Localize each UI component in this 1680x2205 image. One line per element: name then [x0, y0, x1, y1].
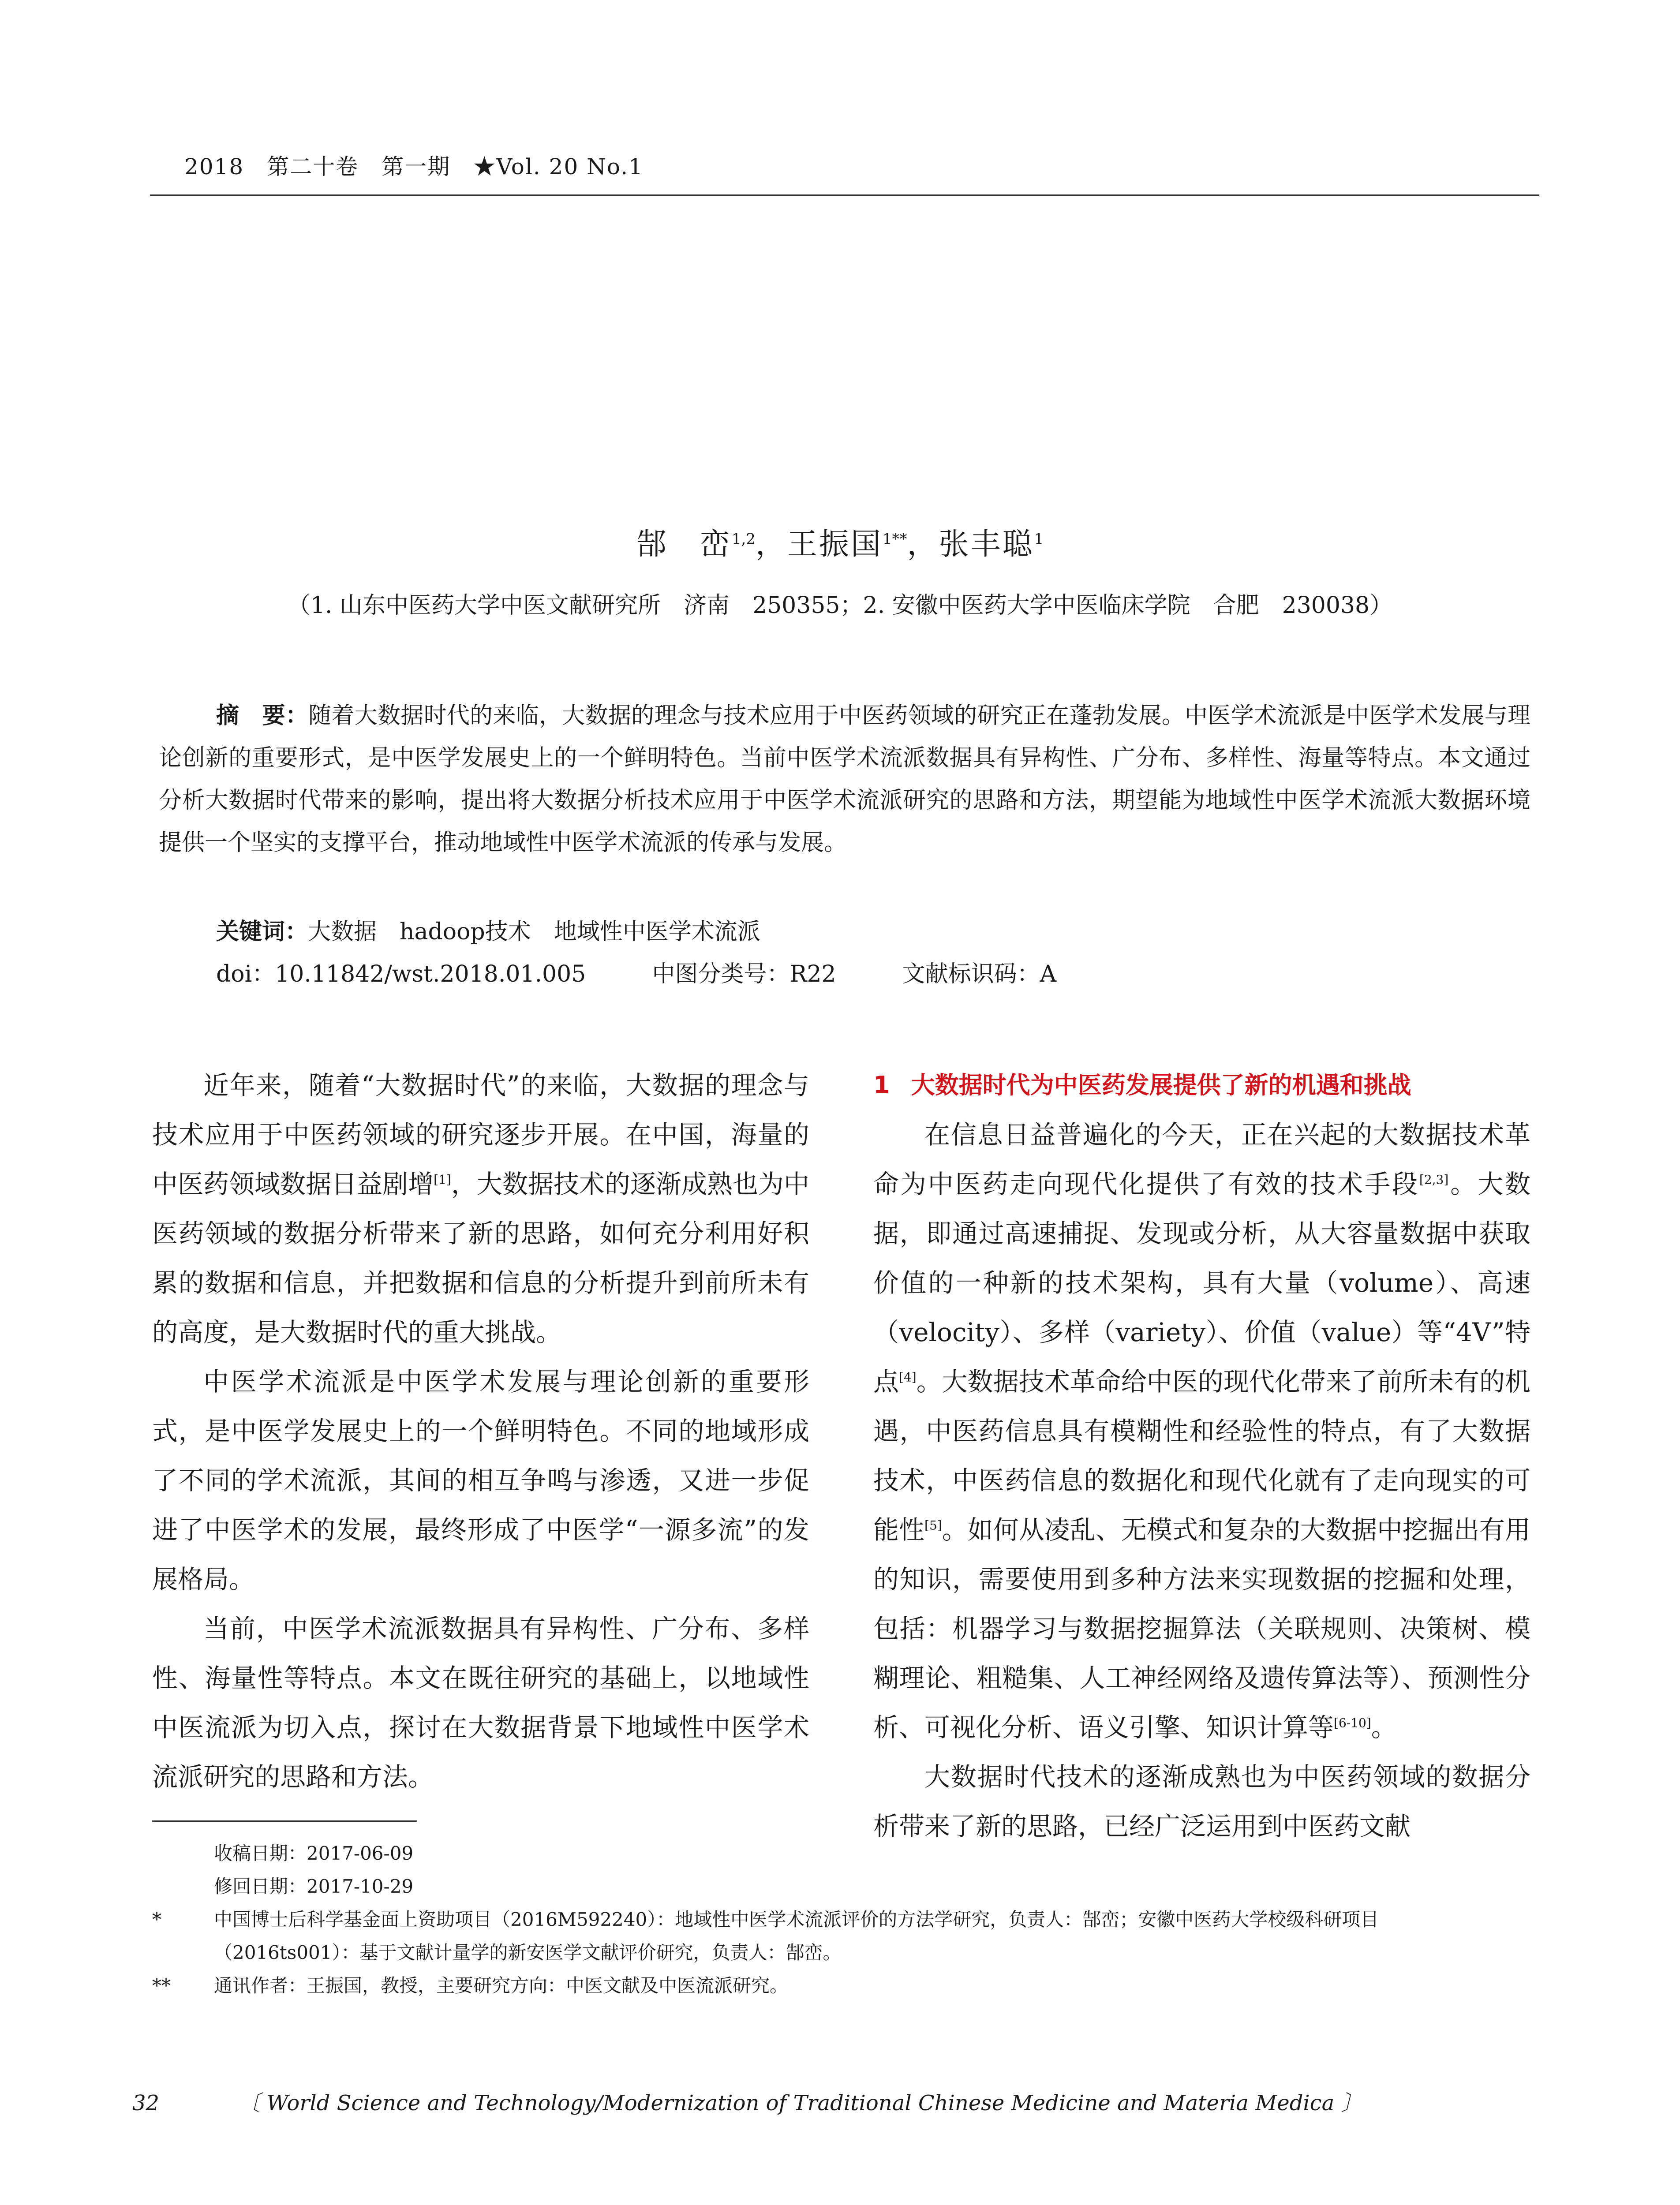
body-paragraph: 大数据时代技术的逐渐成熟也为中医药领域的数据分析带来了新的思路，已经广泛运用到中医药文献 [873, 1762, 1530, 1841]
abstract-block [159, 695, 1530, 864]
citation-ref[interactable]: [2,3] [1419, 1172, 1449, 1187]
author-name: 郜 峦 [636, 527, 732, 562]
paragraph-text: 。大数据，即通过高速捕捉、发现或分析，从大容量数据中获取价值的一种新的技术架构，具有大量（volume）、高速（velocity）、多样（variety）、价值（value）等“4V”特点 [873, 1169, 1530, 1397]
author-affil-mark: 1 [1034, 530, 1044, 548]
header-divider [150, 194, 1539, 196]
citation-ref[interactable]: [5] [924, 1518, 942, 1533]
received-date: 收稿日期：2017-06-09 [214, 1842, 414, 1864]
funding-text: 中国博士后科学基金面上资助项目（2016M592240）：地域性中医学术流派评价的方法学研究，负责人：郜峦；安徽中医药大学校级科研项目 [214, 1909, 1379, 1930]
keywords-line [216, 913, 760, 946]
abstract-text: 随着大数据时代的来临，大数据的理念与技术应用于中医药领域的研究正在蓬勃发展。中医学术流派是中医学术发展与理论创新的重要形式，是中医学发展史上的一个鲜明特色。当前中医学术流派数据具有异构性、广分布、多样性、海量等特点。本文通过分析大数据时代带来的影响，提出将大数据分析技术应用于中医学术流派研究的思路和方法，期望能为地域性中医学术流派大数据环境提供一个坚实的支撑平台，推动地域性中医学术流派的传承与发展。 [159, 703, 1530, 856]
doi: doi：10.11842/wst.2018.01.005 [216, 961, 586, 987]
paragraph-text: 。大数据技术革命给中医的现代化带来了前所未有的机遇，中医药信息具有模糊性和经验性的特点，有了大数据技术，中医药信息的数据化和现代化就有了走向现实的可能性 [873, 1367, 1530, 1545]
author-name: ，张丰聪 [907, 527, 1034, 562]
doi-line [216, 955, 1122, 988]
footnote-mark: * [152, 1909, 161, 1930]
paragraph-text: 在信息日益普遍化的今天，正在兴起的大数据技术革命为中医药走向现代化提供了有效的技术手段 [873, 1120, 1530, 1199]
author-line [0, 520, 1680, 563]
author-affil-mark: 1,2 [731, 530, 756, 548]
section-title: 大数据时代为中医药发展提供了新的机遇和挑战 [911, 1071, 1411, 1099]
section-heading [873, 1061, 1530, 1110]
body-paragraph: 中医学术流派是中医学术发展与理论创新的重要形式，是中医学发展史上的一个鲜明特色。不同的地域形成了不同的学术流派，其间的相互争鸣与渗透，又进一步促进了中医学术的发展，最终形成了中医学“一源多流”的发展格局。 [152, 1367, 809, 1594]
body-paragraph [873, 1110, 1530, 1752]
right-column [873, 1061, 1530, 1851]
funding-note-cont: （2016ts001）：基于文献计量学的新安医学文献评价研究，负责人：郜峦。 [214, 1942, 842, 1963]
paragraph-text: 。如何从凌乱、无模式和复杂的大数据中挖掘出有用的知识，需要使用到多种方法来实现数据的挖掘和处理，包括：机器学习与数据挖掘算法（关联规则、决策树、模糊理论、粗糙集、人工神经网络及遗传算法等）、预测性分析、可视化分析、语义引擎、知识计算等 [873, 1515, 1530, 1742]
running-head: 2018 第二十卷 第一期 ★Vol. 20 No.1 [184, 154, 644, 179]
body-paragraph: 当前，中医学术流派数据具有异构性、广分布、多样性、海量性等特点。本文在既往研究的基础上，以地域性中医流派为切入点，探讨在大数据背景下地域性中医学术流派研究的思路和方法。 [152, 1614, 809, 1792]
corresponding-text: 通讯作者：王振国，教授，主要研究方向：中医文献及中医流派研究。 [214, 1975, 789, 1996]
page-footer [132, 2086, 1362, 2116]
citation-ref[interactable]: [4] [899, 1370, 917, 1385]
abstract-label: 摘 要： [216, 703, 309, 729]
affiliation: （1. 山东中医药大学中医文献研究所 济南 250355；2. 安徽中医药大学中医临床学院 合肥 230038） [287, 592, 1393, 619]
paragraph-text: 。 [1371, 1712, 1397, 1742]
page-number: 32 [132, 2091, 160, 2115]
journal-name: 〔 World Science and Technology/Modernization of Traditional Chinese Medicine and Materia Medica 〕 [239, 2091, 1362, 2115]
paragraph-text: 近年来，随着“大数据时代”的来临，大数据的理念与技术应用于中医药领域的研究逐步开展。在中国，海量的中医药领域数据日益剧增 [152, 1070, 809, 1199]
keywords-text: 大数据 hadoop技术 地域性中医学术流派 [308, 919, 760, 945]
left-column [152, 1061, 809, 1801]
funding-note [152, 1903, 1537, 1936]
paragraph-text: ，大数据技术的逐渐成熟也为中医药领域的数据分析带来了新的思路，如何充分利用好积累的数据和信息，并把数据和信息的分析提升到前所未有的高度，是大数据时代的重大挑战。 [152, 1169, 809, 1347]
footnote-divider [152, 1820, 417, 1822]
footnote-mark: ** [152, 1975, 171, 1996]
section-number: 1 [873, 1071, 890, 1099]
revised-date: 修回日期：2017-10-29 [214, 1876, 414, 1897]
document-code: 文献标识码：A [902, 961, 1057, 987]
citation-ref[interactable]: [1] [434, 1172, 451, 1187]
citation-ref[interactable]: [6-10] [1334, 1715, 1371, 1730]
corresponding-author-note [152, 1969, 1537, 2002]
author-affil-mark: 1** [882, 530, 907, 548]
clc-number: 中图分类号：R22 [652, 961, 836, 987]
author-name: ，王振国 [755, 527, 883, 562]
body-paragraph [152, 1061, 809, 1357]
keywords-label: 关键词： [216, 919, 308, 945]
